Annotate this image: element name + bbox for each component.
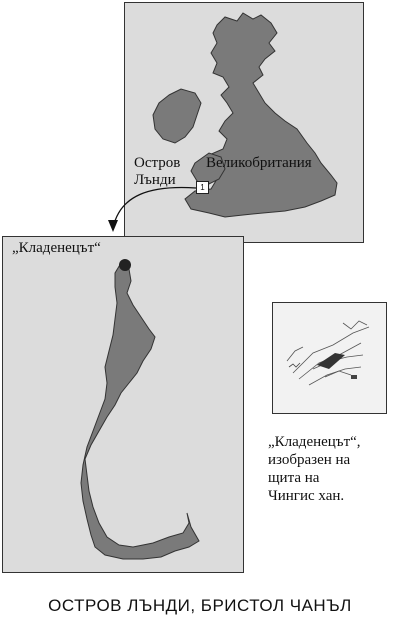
pointer-arrow-head [108, 220, 118, 232]
sketch-well-shape [317, 353, 345, 369]
island-marker-number: 1 [196, 181, 209, 194]
sketch-scribble [289, 363, 300, 367]
well-label: „Кладенецът“ [12, 240, 101, 256]
sketch-line [343, 321, 367, 329]
island-label [134, 155, 180, 189]
figure-title: ОСТРОВ ЛЪНДИ, БРИСТОЛ ЧАНЪЛ [48, 596, 352, 615]
shield-sketch-svg [273, 303, 385, 412]
inset-caption [268, 433, 361, 505]
britain-label: Великобритания [206, 155, 312, 171]
island-label-line1: Остров [134, 155, 181, 171]
caption-line3: щита на [268, 470, 320, 486]
sketch-line [287, 347, 303, 361]
caption-line4: Чингис хан. [268, 488, 345, 504]
shield-sketch-inset [272, 302, 387, 414]
island-label-line2: Лънди [134, 172, 176, 188]
sketch-mark [351, 375, 357, 379]
caption-line1: „Кладенецът“, [268, 434, 361, 450]
caption-line2: изобразен на [268, 452, 351, 468]
pointer-arrow [113, 187, 196, 228]
